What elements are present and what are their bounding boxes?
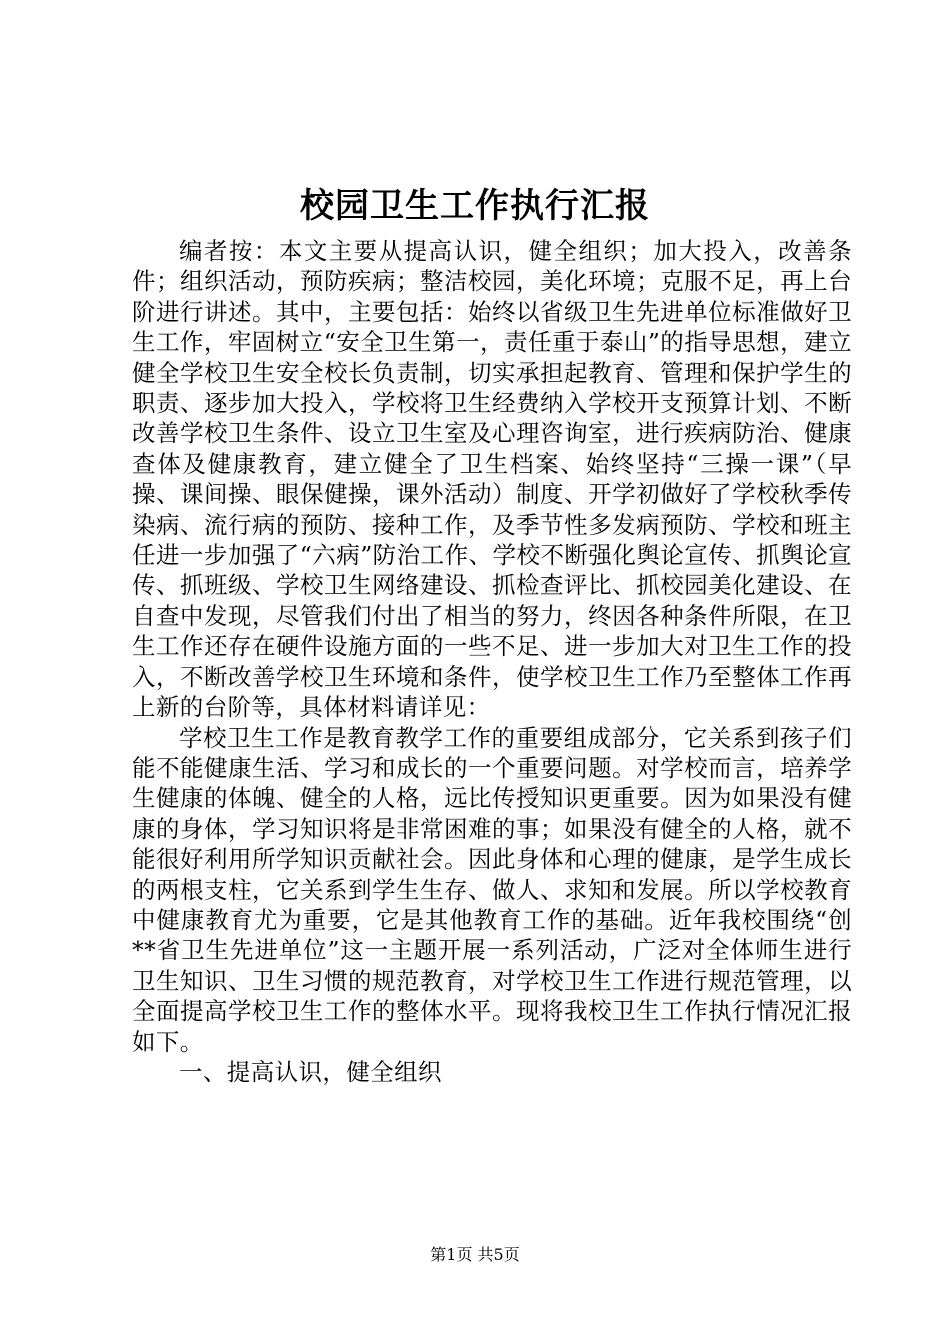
document-body <box>132 236 852 1087</box>
paragraph-intro: 学校卫生工作是教育教学工作的重要组成部分，它关系到孩子们能不能健康生活、学习和成长的一个重要问题。对学校而言，培养学生健康的体魄、健全的人格，远比传授知识更重要。因为如果没有健康的身体，学习知识将是非常困难的事；如果没有健全的人格，就不能很好利用所学知识贡献社会。因此身体和心理的健康，是学生成长的两根支柱，它关系到学生生存、做人、求知和发展。所以学校教育中健康教育尤为重要，它是其他教育工作的基础。近年我校围绕“创**省卫生先进单位”这一主题开展一系列活动，广泛对全体师生进行卫生知识、卫生习惯的规范教育，对学校卫生工作进行规范管理，以全面提高学校卫生工作的整体水平。现将我校卫生工作执行情况汇报如下。 <box>132 723 852 1056</box>
section-heading: 一、提高认识，健全组织 <box>179 1057 442 1086</box>
page-footer: 第1页 共5页 <box>430 1245 520 1264</box>
document-title: 校园卫生工作执行汇报 <box>300 186 650 226</box>
paragraph-editor-note: 编者按：本文主要从提高认识，健全组织；加大投入，改善条件；组织活动，预防疾病；整洁校园，美化环境；克服不足，再上台阶进行讲述。其中，主要包括：始终以省级卫生先进单位标准做好卫生工作，牢固树立“安全卫生第一，责任重于泰山”的指导思想，建立健全学校卫生安全校长负责制，切实承担起教育、管理和保护学生的职责、逐步加大投入，学校将卫生经费纳入学校开支预算计划、不断改善学校卫生条件、设立卫生室及心理咨询室，进行疾病防治、健康查体及健康教育，建立健全了卫生档案、始终坚持“三操一课”（早操、课间操、眼保健操，课外活动）制度、开学初做好了学校秋季传染病、流行病的预防、接种工作，及季节性多发病预防、学校和班主任进一步加强了“六病”防治工作、学校不断强化舆论宣传、抓舆论宣传、抓班级、学校卫生网络建设、抓检查评比、抓校园美化建设、在自查中发现，尽管我们付出了相当的努力，终因各种条件所限，在卫生工作还存在硬件设施方面的一些不足、进一步加大对卫生工作的投入，不断改善学校卫生环境和条件，使学校卫生工作乃至整体工作再上新的台阶等，具体材料请详见： <box>132 237 852 722</box>
